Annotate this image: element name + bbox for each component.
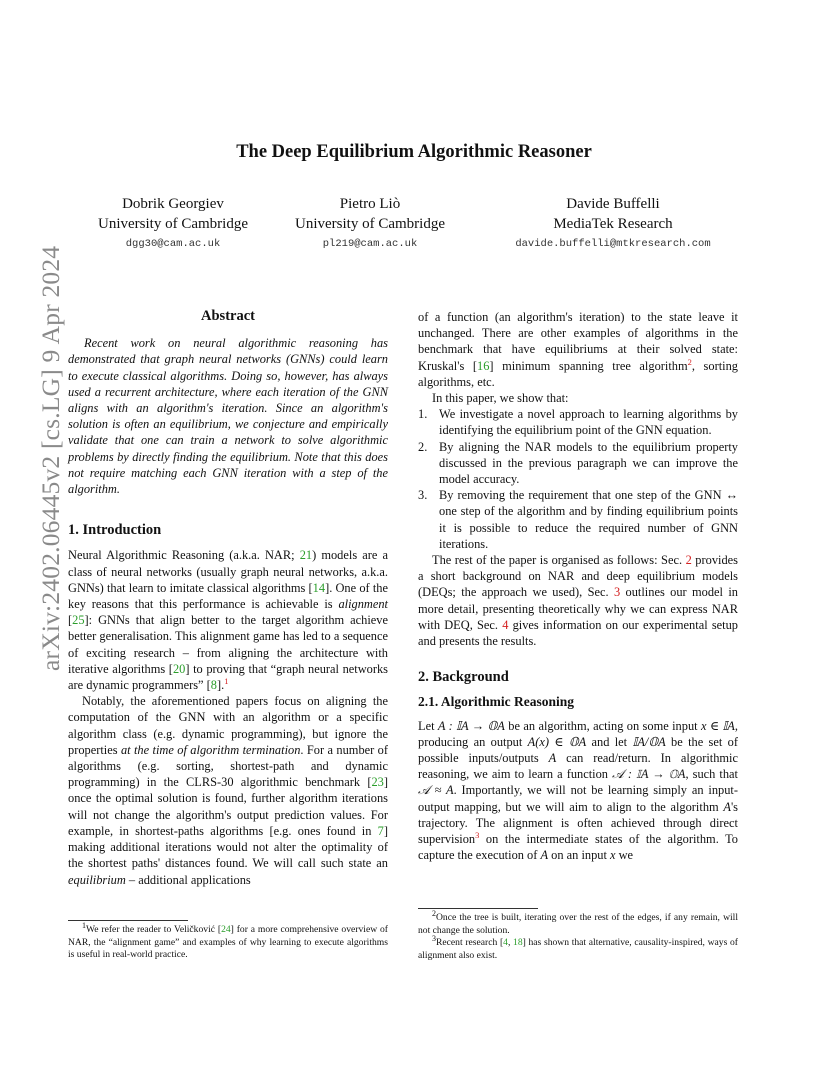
citation-link[interactable]: 25 xyxy=(72,613,85,628)
left-column xyxy=(68,308,388,888)
author-name: Pietro Liò xyxy=(339,196,401,212)
paper-title: The Deep Equilibrium Algorithmic Reasoner xyxy=(236,142,592,162)
citation-link[interactable]: 8 xyxy=(210,678,217,693)
author-affiliation: University of Cambridge xyxy=(98,215,248,232)
citation-link[interactable]: 23 xyxy=(371,775,384,790)
author-email[interactable]: davide.buffelli@mtkresearch.com xyxy=(515,238,711,250)
author-name: Dobrik Georgiev xyxy=(122,196,224,212)
section-heading: 2. Background xyxy=(418,669,509,686)
paragraph: Let A : 𝕀A → 𝕆A be an algorithm, acting on some input x ∈ 𝕀A, producing an output A(x) ∈ 𝕆A and let 𝕀A/𝕆A be the set of possible inputs/outputs A can read/return. In algorithmic reasoning, we aim to learn a function 𝒜 : 𝕀A → 𝕆A, such that 𝒜 ≈ A. Importantly, we will not be learning simply an input-output mapping, but we will aim to align to the algorithm A's trajectory. The alignment is often achieved through direct supervision$^3$ on the intermediate states of the algorithm. To capture the execution of A on an input x we xyxy=(418,718,738,863)
citation-link[interactable]: 24 xyxy=(221,924,231,935)
abstract-text: Recent work on neural algorithmic reasoning has demonstrated that graph neural networks (GNNs) could learn to execute classical algorithms. Doing so, however, has always used a recurrent architecture, where each iteration of the GNN aligns with an algorithm's iteration. Since an algorithm's solution is often an equilibrium, we conjecture and empirically validate that one can train a network to solve algorithmic problems by directly finding the equilibrium. Note that this does not require matching each GNN iteration with a step of the algorithm. xyxy=(68,336,388,497)
author-block xyxy=(270,195,470,252)
citation-link[interactable]: 16 xyxy=(477,358,490,373)
subsection-heading: 2.1. Algorithmic Reasoning xyxy=(418,694,575,710)
author-affiliation: University of Cambridge xyxy=(295,215,445,232)
section-link[interactable]: 3 xyxy=(613,585,621,600)
footnote-rule xyxy=(418,908,538,909)
footnote: $^3$Recent research [4, 18] has shown that alternative, causality-inspired, ways of alignment also exist. xyxy=(418,934,738,961)
footnote-rule xyxy=(68,920,188,921)
author-email[interactable]: dgg30@cam.ac.uk xyxy=(125,238,221,250)
author-email[interactable]: pl219@cam.ac.uk xyxy=(322,238,418,250)
section-link[interactable]: 4 xyxy=(502,617,509,632)
footnotes-right xyxy=(418,908,738,962)
right-column xyxy=(418,309,738,864)
abstract-heading: Abstract xyxy=(201,308,255,324)
paragraph: In this paper, we show that: xyxy=(432,391,569,406)
citation-link[interactable]: 18 xyxy=(513,937,523,949)
footnote-link[interactable]: 1 xyxy=(224,675,229,686)
citation-link[interactable]: 7 xyxy=(377,823,384,838)
citation-link[interactable]: 21 xyxy=(299,548,313,563)
citation-link[interactable]: 4 xyxy=(503,937,508,949)
section-heading: 1. Introduction xyxy=(68,522,162,539)
author-name: Davide Buffelli xyxy=(566,196,660,212)
paragraph: Notably, the aforementioned papers focus on aligning the computation of the GNN with an algorithm or a specific algorithm class (e.g. dynamic programming), but ignore the properties at the time of algorithm termination. For a number of algorithms (e.g. sorting, shortest-path and dynamic programming) in the CLRS-30 algorithmic benchmark [23] once the optimal solution is found, further algorithm iterations will not change the algorithm's output prediction values. For example, in shortest-paths algorithms [e.g. ones found in 7] making additional iterations would not alter the optimality of the shortest paths' distances found. We will call such state an equilibrium – additional applications xyxy=(68,694,388,887)
citation-link[interactable]: 14 xyxy=(312,580,326,595)
author-block xyxy=(498,195,728,252)
paragraph: of a function (an algorithm's iteration) to the state leave it unchanged. There are other examples of algorithms in the benchmark that have equilibriums at their solved state: Kruskal's [16] minimum spanning tree algorithm$^2$, sorting algorithms, etc. xyxy=(418,310,738,389)
author-block xyxy=(73,195,273,252)
arxiv-identifier: arXiv:2402.06445v2 [cs.LG] 9 Apr 2024 xyxy=(36,245,65,671)
list-item: 2. By aligning the NAR models to the equilibrium property discussed in the previous paragraph we can improve the model accuracy. xyxy=(418,439,738,487)
citation-link[interactable]: 20 xyxy=(172,661,186,676)
footnote: $^2$Once the tree is built, iterating over the rest of the edges, if any remain, will not change the solution. xyxy=(418,908,738,936)
footnote: $^1$We refer the reader to Veličković [24] for a more comprehensive overview of NAR, the “alignment game” and examples of why learning to execute algorithms is useful in real-world practice. xyxy=(68,920,388,961)
paragraph: The rest of the paper is organised as follows: Sec. 2 provides a short background on NAR and deep equilibrium models (DEQs; the approach we used), Sec. 3 outlines our model in more detail, presenting theoretically why we can express NAR with DEQ, Sec. 4 gives information on our experimental setup and presents the results. xyxy=(418,553,738,649)
footnote-link[interactable]: 2 xyxy=(687,356,692,367)
list-item: 3. By removing the requirement that one step of the GNN ↔ one step of the algorithm and by finding equilibrium points it is possible to reduce the required number of GNN iterations. xyxy=(418,488,738,551)
paragraph: Neural Algorithmic Reasoning (a.k.a. NAR; 21) models are a class of neural networks (usually graph neural networks, a.k.a. GNNs) that learn to imitate classical algorithms [14]. One of the key reasons that this performance is achievable is alignment [25]: GNNs that align better to the target algorithm achieve better generalisation. This alignment game has led to a sequence of exciting research – from aligning the architecture with iterative algorithms [20] to proving that “graph neural networks are dynamic programmers” [8].$^1$ xyxy=(68,548,389,693)
section-link[interactable]: 2 xyxy=(685,553,692,568)
contributions-list xyxy=(418,406,738,552)
list-item: 1. We investigate a novel approach to learning algorithms by identifying the equilibrium point of the GNN equation. xyxy=(418,407,738,438)
footnote-link[interactable]: 3 xyxy=(475,829,480,840)
author-affiliation: MediaTek Research xyxy=(553,215,673,232)
